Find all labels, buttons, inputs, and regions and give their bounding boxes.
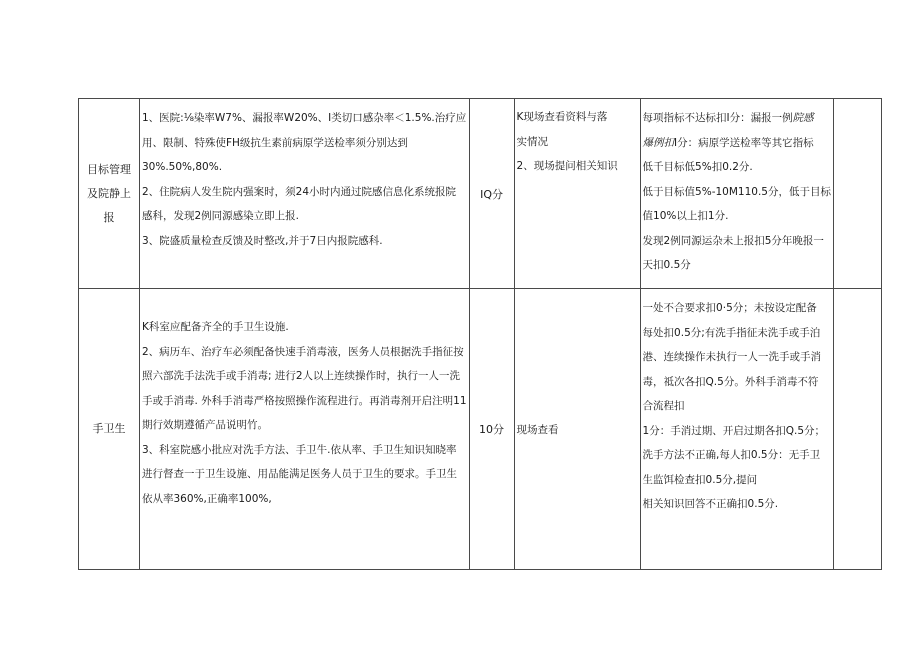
score-cell — [469, 289, 514, 570]
requirements-cell — [140, 289, 470, 570]
method-cell — [514, 99, 640, 289]
method-line: 现场查看 — [516, 423, 559, 436]
score-cell — [469, 99, 514, 289]
requirement-line: 3、科室院感小批应对洗手方法、手卫牛.依从率、手卫生知识知晓率 — [142, 443, 457, 456]
method-line: 2、现场提问相关知识 — [516, 160, 618, 172]
requirement-line: 期行效期遵循产品说明竹。 — [142, 419, 268, 431]
category-cell — [79, 99, 140, 289]
table-row — [79, 99, 882, 289]
score-value: 10分 — [479, 423, 505, 436]
requirement-line: 手或手消毒. 外科手消毒严格按照操作流程进行。再消毒剂开启注明11 — [142, 394, 467, 407]
empty-cell — [833, 99, 881, 289]
requirements-cell — [140, 99, 470, 289]
deduction-cell — [640, 99, 833, 289]
requirement-line: 2、病历车、治疗车必须配备快速手消毒液，医务人员根据洗手指征按 — [142, 345, 464, 358]
deduction-line: 值10%以上扣1分. — [642, 210, 729, 222]
deduction-line — [643, 106, 831, 131]
deduction-line: 相关知识回答不正确扣0.5分. — [642, 498, 779, 510]
deduction-line: 每处扣0.5分;有洗手指征未洗手或手泊 — [642, 326, 821, 339]
deduction-line: 毒，祗次各扣Q.5分。外科手消毒不符 — [642, 375, 819, 388]
method-line: K现场查看资料与落 — [516, 111, 608, 123]
method-line: 实情况 — [516, 135, 549, 148]
deduction-text: 每项指标不达标扣I分：漏报一例 — [642, 112, 793, 124]
deduction-line: 天扣0.5分 — [642, 259, 691, 271]
category-label: 目标管理 — [87, 162, 131, 176]
requirement-line: 用、限制、特殊使FH级抗生素前病原学送检率须分别达到 — [142, 136, 408, 149]
assessment-table — [78, 98, 882, 570]
requirement-line: K科室应配备齐全的手卫生设施. — [142, 321, 289, 333]
deduction-line: 低千目标低5%扣0.2分. — [642, 161, 753, 173]
deduction-line: 生监饵检查扣0.5分,提问 — [642, 473, 758, 486]
score-value: IQ分 — [480, 187, 503, 201]
requirement-line: 1、医院:⅛染率W7%、漏报率W20%、I类切口感杂率＜1.5%.治疗应 — [142, 112, 467, 124]
deduction-line: 发现2例同源运杂未上报扣5分年晚报一 — [642, 234, 824, 247]
deduction-italic-text: 院感 — [792, 112, 814, 124]
requirement-line: 30%.50%,80%. — [142, 161, 223, 173]
requirement-line: 感科，发现2例同源感染立即上报. — [142, 210, 300, 222]
deduction-text: I分：病原学送检率等其它指标 — [674, 136, 814, 149]
deduction-line — [643, 131, 831, 156]
requirement-line: 3、院盛质量检查反馈及时整改,并于7日内报院感科. — [142, 234, 383, 247]
deduction-line: 港、连续操作未执行一人一洗手或手消 — [642, 351, 822, 363]
deduction-line: 合流程扣 — [642, 400, 685, 412]
deduction-line: 低于目标值5%-10M110.5分，低于目标 — [642, 185, 831, 198]
deduction-line: 一处不合要求扣0·5分；未按设定配备 — [642, 302, 817, 314]
category-label: 手卫生 — [92, 422, 126, 435]
empty-cell — [833, 289, 881, 570]
deduction-italic-text: 爆例扣 — [642, 136, 675, 149]
table-row — [79, 289, 882, 570]
requirement-line: 进行督查一于卫生设施、用品能满足医务人员于卫生的要求。手卫生 — [142, 468, 457, 480]
deduction-cell — [640, 289, 833, 570]
deduction-line: 洗手方法不正确,每人扣0.5分：无手卫 — [642, 449, 821, 461]
category-cell — [79, 289, 140, 570]
requirement-line: 2、住院病人发生院内强案时，须24小时内通过院感信息化系统报院 — [142, 185, 457, 198]
category-label: 报 — [103, 210, 115, 224]
method-cell — [514, 289, 640, 570]
category-label: 及院静上 — [87, 186, 131, 200]
requirement-line: 依从率360%,正确率100%, — [142, 492, 272, 505]
requirement-line: 照六部洗手法洗手或手消毒; 进行2人以上连续操作时，执行一人一洗 — [142, 370, 461, 382]
deduction-line: 1分：手消过期、开启过期各扣Q.5分； — [642, 424, 826, 437]
